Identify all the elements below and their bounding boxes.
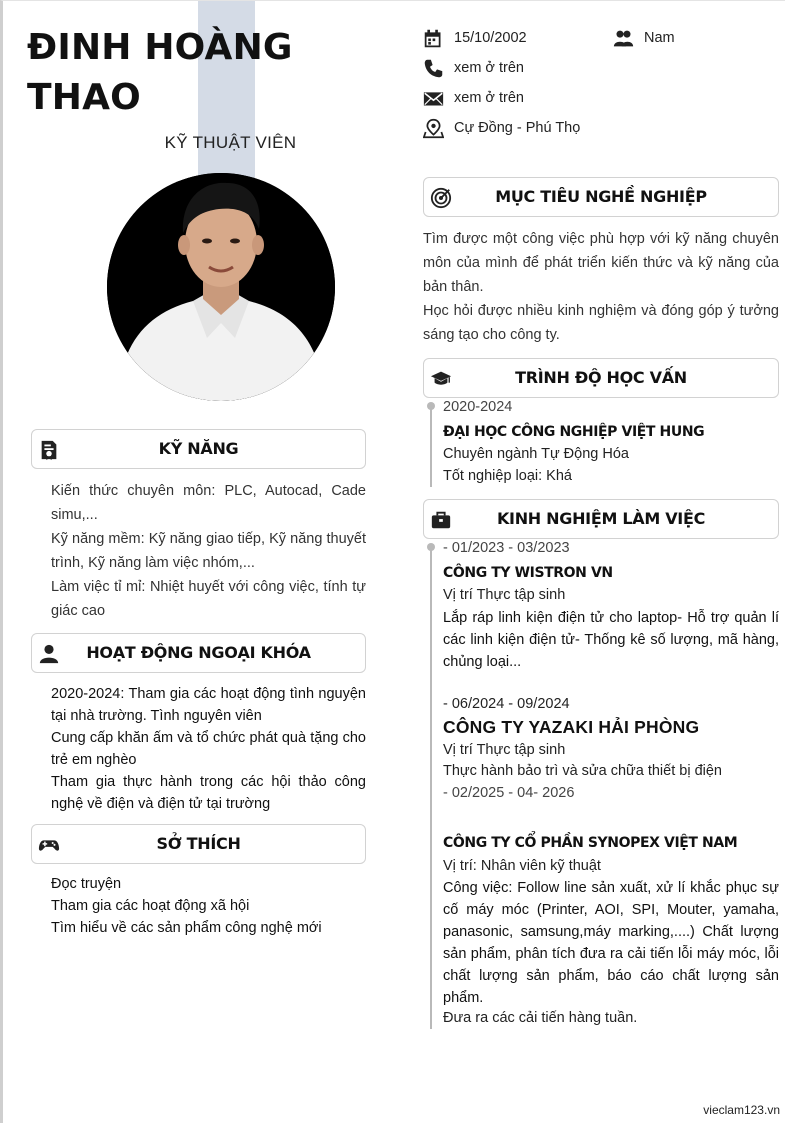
skills-header xyxy=(31,429,366,469)
activity-line: Cung cấp khăn ấm và tổ chức phát quà tặng cho trẻ em nghèo xyxy=(51,730,366,768)
email-text: xem ở trên xyxy=(454,90,524,106)
job-title: KỸ THUẬT VIÊN xyxy=(164,133,297,152)
job2-company: CÔNG TY YAZAKI HẢI PHÒNG xyxy=(443,717,700,737)
gender-text: Nam xyxy=(644,30,675,46)
activities-header xyxy=(31,633,366,673)
objective-line: Học hỏi được nhiều kinh nghiệm và đóng góp ý tưởng sáng tạo cho công ty. xyxy=(423,303,779,343)
experience-timeline-dot xyxy=(427,543,435,551)
name-line-1: ĐINH HOÀNG xyxy=(27,27,293,68)
experience-header xyxy=(423,499,779,539)
contact-address xyxy=(423,116,580,140)
hobbies-title: SỞ THÍCH xyxy=(156,834,241,853)
objective-line: Tìm được một công việc phù hợp với kỹ năng chuyên môn của mình để phát triển kiến thức và kỹ năng của bản thân. xyxy=(423,231,779,295)
footer-watermark: vieclam123.vn xyxy=(703,1103,780,1117)
hobby-line: Tìm hiểu về các sản phẩm công nghệ mới xyxy=(51,920,322,936)
objective-text xyxy=(423,227,779,347)
birthday-text: 15/10/2002 xyxy=(454,30,527,46)
education-period: 2020-2024 xyxy=(443,399,513,415)
activities-text xyxy=(51,683,366,815)
activities-title: HOẠT ĐỘNG NGOẠI KHÓA xyxy=(86,643,311,662)
education-school: ĐẠI HỌC CÔNG NGHIỆP VIỆT HUNG xyxy=(443,424,705,440)
hobby-line: Tham gia các hoạt động xã hội xyxy=(51,898,250,914)
skill-line: Kỹ năng mềm: Kỹ năng giao tiếp, Kỹ năng thuyết trình, Kỹ năng làm việc nhóm,... xyxy=(51,531,366,571)
email-icon xyxy=(423,88,444,109)
job3-company: CÔNG TY CỔ PHẦN SYNOPEX VIỆT NAM xyxy=(443,835,738,851)
experience-title: KINH NGHIỆM LÀM VIỆC xyxy=(496,509,706,528)
experience-timeline xyxy=(430,546,432,1029)
activity-line: 2020-2024: Tham gia các hoạt động tình nguyện tại nhà trường. Tình nguyên viên xyxy=(51,686,366,724)
contact-birthday xyxy=(423,26,527,50)
education-title: TRÌNH ĐỘ HỌC VẤN xyxy=(515,368,687,387)
job1-description: Lắp ráp linh kiện điện tử cho laptop- Hỗ trợ quản lí các linh kiện điện tử- Thống kê số lượng, mã hàng, chủng loại... xyxy=(443,610,779,670)
job1-company: CÔNG TY WISTRON VN xyxy=(443,565,613,581)
hobbies-text xyxy=(51,873,366,939)
hobbies-header xyxy=(31,824,366,864)
profile-photo xyxy=(107,173,335,401)
skills-text xyxy=(51,479,366,623)
job3-description: Công việc: Follow line sản xuất, xử lí khắc phục sự cố máy móc (Printer, AOI, SPI, Mouter, yamaha, panasonic, samsung,máy marking,....) Chất lượng sản phẩm, phân tích đưa ra cải tiến lỗi máy móc, lỗi chất lượng sản phẩm, báo cáo chất lượng sản phẩm. xyxy=(443,880,779,1006)
education-timeline xyxy=(430,405,432,487)
contact-gender xyxy=(613,26,675,50)
job3-period: - 02/2025 - 04- 2026 xyxy=(443,785,575,801)
skills-title: KỸ NĂNG xyxy=(158,439,239,458)
phone-text: xem ở trên xyxy=(454,60,524,76)
job1-period: - 01/2023 - 03/2023 xyxy=(443,540,570,556)
objective-title: MỤC TIÊU NGHỀ NGHIỆP xyxy=(495,187,707,206)
candidate-name xyxy=(27,23,293,123)
name-line-2: THAO xyxy=(27,77,141,118)
job1-position: Vị trí Thực tập sinh xyxy=(443,587,566,603)
address-text: Cự Đồng - Phú Thọ xyxy=(454,120,581,136)
skill-line: Làm việc tỉ mỉ: Nhiệt huyết với công việc, tính tự giác cao xyxy=(51,579,366,619)
calendar-icon xyxy=(423,28,444,49)
education-header xyxy=(423,358,779,398)
job3-extra: Đưa ra các cải tiến hàng tuần. xyxy=(443,1010,638,1026)
job2-description: Thực hành bảo trì và sửa chữa thiết bị điện xyxy=(443,763,722,779)
education-timeline-dot xyxy=(427,402,435,410)
skill-line: Kiến thức chuyên môn: PLC, Autocad, Cade simu,... xyxy=(51,483,366,523)
job2-position: Vị trí Thực tập sinh xyxy=(443,742,566,758)
contact-phone xyxy=(423,56,524,80)
hobby-line: Đọc truyện xyxy=(51,876,122,892)
location-icon xyxy=(423,118,444,139)
activity-line: Tham gia thực hành trong các hội thảo công nghệ về điện và điện tử tại trường xyxy=(51,774,366,812)
phone-icon xyxy=(423,58,444,79)
job2-period: - 06/2024 - 09/2024 xyxy=(443,696,570,712)
job3-position: Vị trí: Nhân viên kỹ thuật xyxy=(443,858,601,874)
education-major: Chuyên ngành Tự Động Hóa xyxy=(443,446,629,462)
education-grade: Tốt nghiệp loại: Khá xyxy=(443,468,572,484)
objective-header xyxy=(423,177,779,217)
contact-email xyxy=(423,86,524,110)
gender-icon xyxy=(613,28,634,49)
